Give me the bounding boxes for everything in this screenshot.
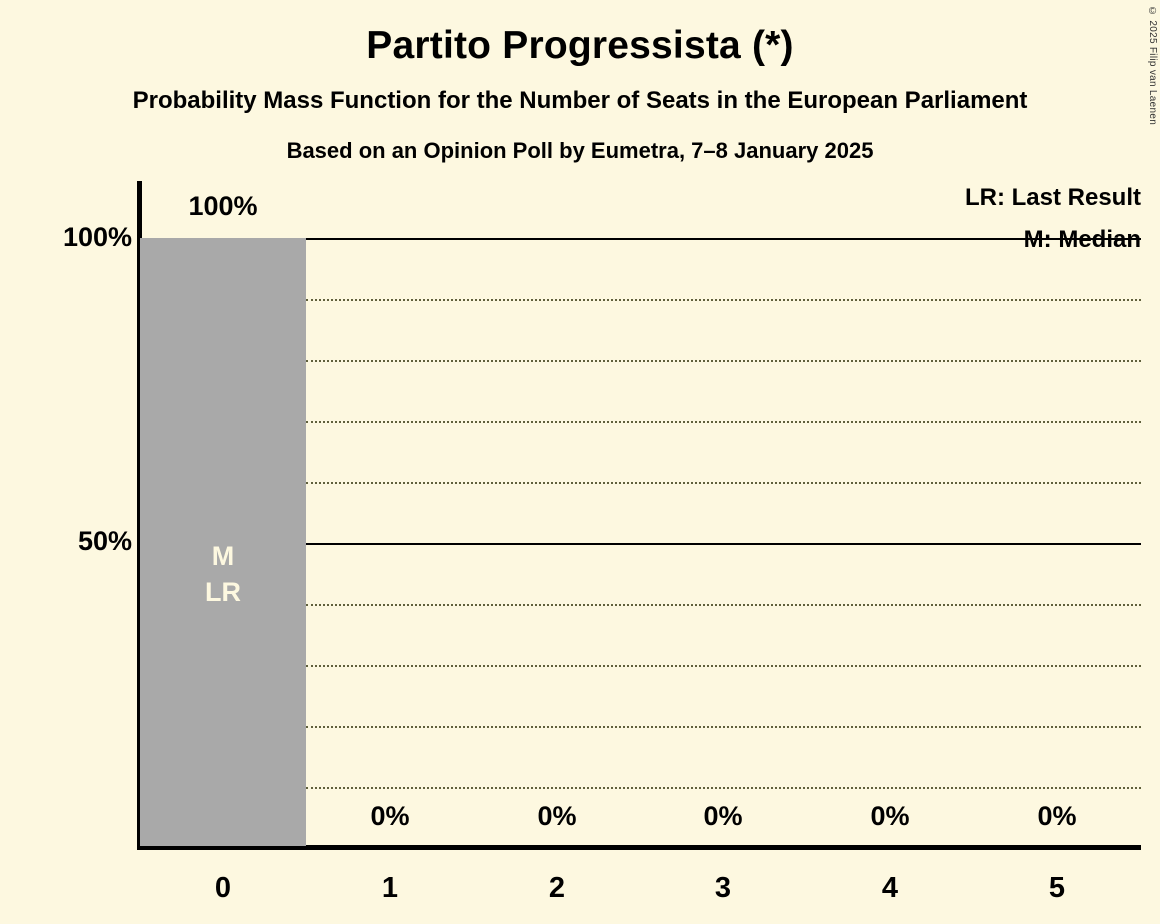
- gridline-60: [306, 482, 1141, 484]
- gridline-100: [306, 238, 1141, 240]
- plot-area: [140, 181, 1141, 846]
- x-tick-label-3: 3: [714, 872, 732, 904]
- page-title: Partito Progressista (*): [366, 24, 794, 67]
- legend-median: M: Median: [1023, 226, 1141, 253]
- bar-value-label-0: 100%: [188, 191, 258, 221]
- gridline-40: [306, 604, 1141, 606]
- bar-value-label-5: 0%: [1037, 801, 1077, 831]
- legend-last-result: LR: Last Result: [964, 184, 1141, 211]
- gridline-30: [306, 665, 1141, 667]
- copyright-notice: © 2025 Filip van Laenen: [1147, 6, 1158, 126]
- y-tick-label-50: 50%: [77, 526, 132, 556]
- gridline-10: [306, 787, 1141, 789]
- x-tick-label-0: 0: [214, 872, 232, 904]
- bar-value-label-3: 0%: [703, 801, 743, 831]
- gridline-80: [306, 360, 1141, 362]
- gridline-90: [306, 299, 1141, 301]
- bar-value-label-1: 0%: [370, 801, 410, 831]
- x-tick-label-4: 4: [881, 872, 899, 904]
- gridline-20: [306, 726, 1141, 728]
- bar-seats-0[interactable]: [140, 238, 306, 846]
- last-result-marker: LR: [205, 577, 241, 608]
- gridline-50: [306, 543, 1141, 545]
- chart-subtitle: Probability Mass Function for the Number of Seats in the European Parliament: [132, 87, 1028, 114]
- bar-value-label-4: 0%: [870, 801, 910, 831]
- median-marker: M: [211, 541, 235, 571]
- bar-value-label-2: 0%: [537, 801, 577, 831]
- gridline-70: [306, 421, 1141, 423]
- y-tick-label-100: 100%: [62, 222, 132, 252]
- x-tick-label-2: 2: [548, 872, 566, 904]
- chart-source-line: Based on an Opinion Poll by Eumetra, 7–8 January 2025: [286, 138, 874, 163]
- x-tick-label-1: 1: [381, 872, 399, 904]
- x-tick-label-5: 5: [1048, 872, 1066, 904]
